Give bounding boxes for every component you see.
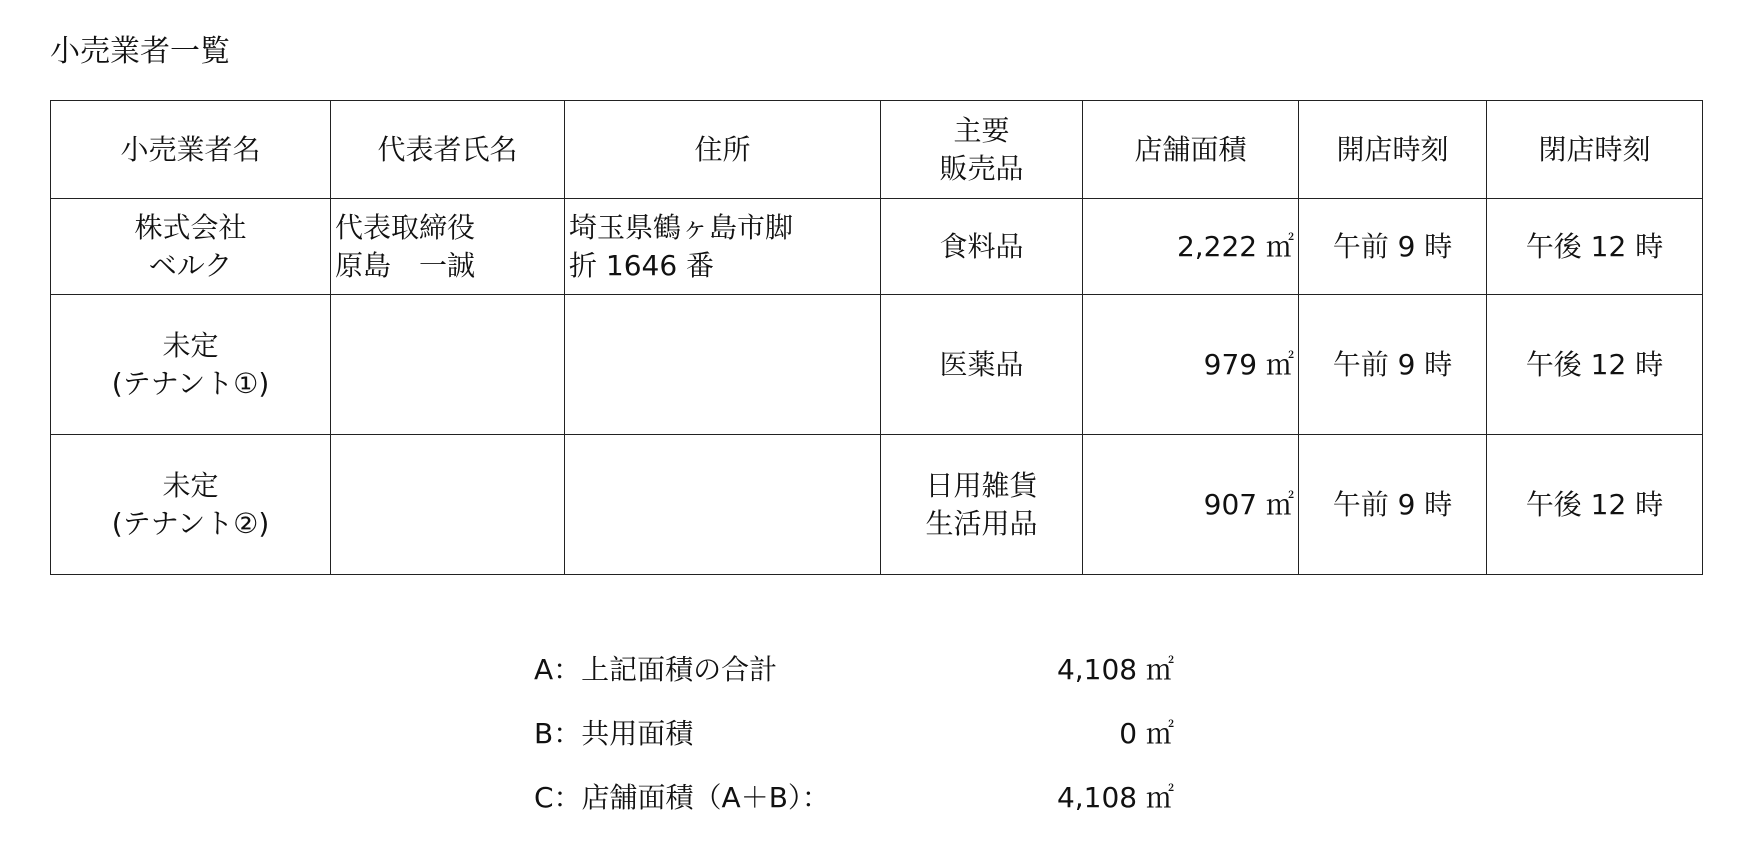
header-address: 住所	[565, 101, 881, 199]
opening-time-cell: 午前 9 時	[1299, 435, 1487, 575]
address-cell	[565, 295, 881, 435]
summary-value: 4,108 ㎡	[1056, 653, 1174, 686]
representative-cell	[331, 435, 565, 575]
header-store-area: 店舗面積	[1083, 101, 1299, 199]
table-row	[51, 199, 1703, 295]
header-representative: 代表者氏名	[331, 101, 565, 199]
table-header-row	[51, 101, 1703, 199]
area-cell: 907 ㎡	[1083, 435, 1299, 575]
header-main-products: 主要 販売品	[881, 101, 1083, 199]
retailer-name-cell: 未定 (テナント①)	[51, 295, 331, 435]
opening-time-cell: 午前 9 時	[1299, 295, 1487, 435]
products-cell: 医薬品	[881, 295, 1083, 435]
products-cell: 食料品	[881, 199, 1083, 295]
closing-time-cell: 午後 12 時	[1487, 435, 1703, 575]
products-cell: 日用雑貨 生活用品	[881, 435, 1083, 575]
summary-label: C：店舗面積（A＋B）：	[534, 781, 830, 814]
address-cell	[565, 435, 881, 575]
retailer-name-cell: 株式会社 ベルク	[51, 199, 331, 295]
address-cell: 埼玉県鶴ヶ島市脚 折 1646 番	[565, 199, 881, 295]
page-title: 小売業者一覧	[50, 34, 230, 69]
area-cell: 979 ㎡	[1083, 295, 1299, 435]
header-opening-time: 開店時刻	[1299, 101, 1487, 199]
summary-label: A：上記面積の合計	[534, 653, 778, 686]
summary-label: B：共用面積	[534, 717, 694, 750]
closing-time-cell: 午後 12 時	[1487, 295, 1703, 435]
opening-time-cell: 午前 9 時	[1299, 199, 1487, 295]
summary-row-common	[534, 712, 1174, 776]
summary-row-store-area	[534, 776, 1174, 840]
table-row	[51, 435, 1703, 575]
table-row	[51, 295, 1703, 435]
summary-row-total	[534, 648, 1174, 712]
representative-cell: 代表取締役 原島 一誠	[331, 199, 565, 295]
header-retailer-name: 小売業者名	[51, 101, 331, 199]
area-summary	[534, 648, 1174, 840]
retailer-table	[50, 100, 1703, 575]
retailer-name-cell: 未定 (テナント②)	[51, 435, 331, 575]
summary-value: 4,108 ㎡	[1056, 781, 1174, 814]
closing-time-cell: 午後 12 時	[1487, 199, 1703, 295]
representative-cell	[331, 295, 565, 435]
header-closing-time: 閉店時刻	[1487, 101, 1703, 199]
area-cell: 2,222 ㎡	[1083, 199, 1299, 295]
summary-value: 0 ㎡	[1119, 717, 1174, 750]
